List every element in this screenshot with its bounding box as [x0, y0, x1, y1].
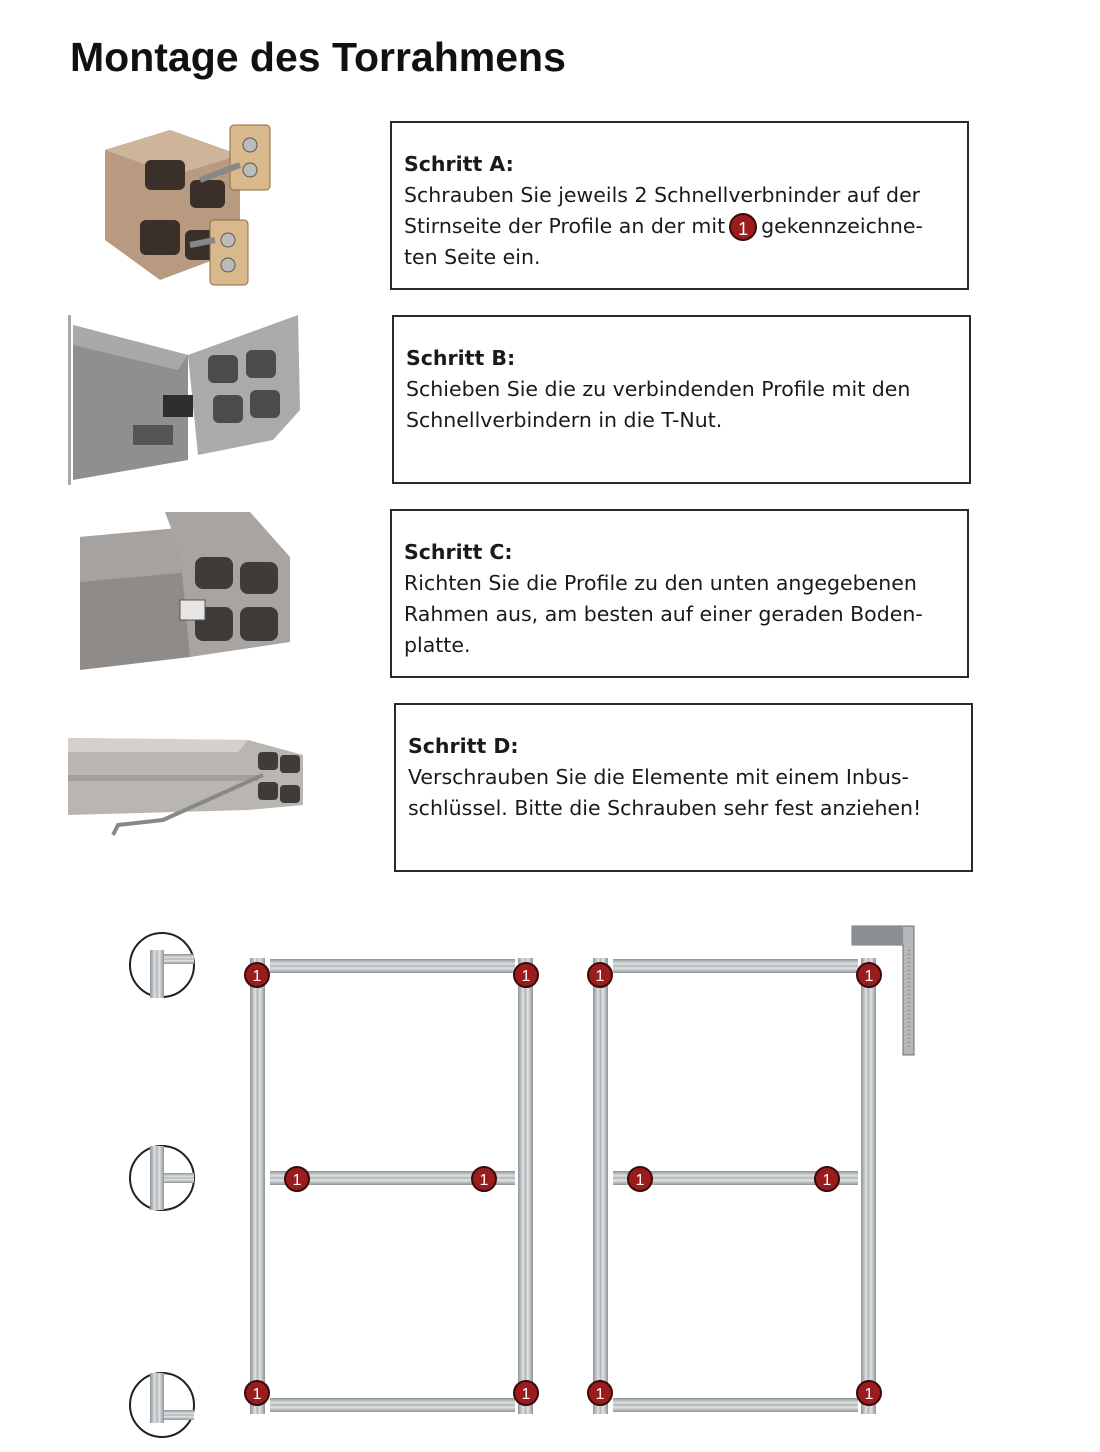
frame-diagram [0, 900, 1100, 1452]
step-c-box [390, 509, 969, 678]
svg-text:1: 1 [292, 1172, 302, 1189]
step-b-heading: Schritt B: [406, 346, 516, 370]
corner-detail-top-icon [130, 933, 194, 998]
svg-text:1: 1 [521, 968, 531, 985]
step-d-box [394, 703, 973, 872]
step-b-photo [68, 315, 303, 485]
svg-text:1: 1 [864, 968, 874, 985]
marker-1-icon [245, 1381, 269, 1405]
marker-1-icon [245, 963, 269, 987]
step-d-heading: Schritt D: [408, 734, 519, 758]
step-a-text-before: Schrauben Sie jeweils 2 Schnellverbninder auf der Stirnseite der Profile an der mit [404, 183, 921, 238]
marker-1-icon [815, 1167, 839, 1191]
step-d-photo [68, 730, 308, 840]
svg-text:1: 1 [595, 1386, 605, 1403]
step-a-photo [100, 120, 280, 292]
marker-badge-icon: 1 [729, 213, 757, 241]
step-c-heading: Schritt C: [404, 540, 513, 564]
marker-1-icon [514, 1381, 538, 1405]
page-title: Montage des Torrahmens [70, 34, 566, 80]
step-a-text [404, 180, 955, 273]
marker-1-icon [514, 963, 538, 987]
marker-1-icon [285, 1167, 309, 1191]
svg-text:1: 1 [521, 1386, 531, 1403]
svg-text:1: 1 [822, 1172, 832, 1189]
step-b-box [392, 315, 971, 484]
svg-text:1: 1 [479, 1172, 489, 1189]
step-a-box [390, 121, 969, 290]
step-a-heading: Schritt A: [404, 152, 514, 176]
tee-detail-middle-icon [130, 1146, 194, 1210]
marker-1-icon [588, 963, 612, 987]
corner-detail-bottom-icon [130, 1373, 194, 1437]
svg-text:1: 1 [635, 1172, 645, 1189]
svg-text:1: 1 [252, 968, 262, 985]
step-a-text-after: gekennzeichne-ten Seite ein. [404, 214, 923, 269]
svg-text:1: 1 [595, 968, 605, 985]
marker-1-icon [628, 1167, 652, 1191]
step-d-text: Verschrauben Sie die Elemente mit einem Inbus-schlüssel. Bitte die Schrauben sehr fest anziehen! [408, 765, 922, 820]
marker-1-icon [857, 1381, 881, 1405]
step-c-text: Richten Sie die Profile zu den unten angegebenen Rahmen aus, am besten auf einer geraden Boden-platte. [404, 571, 923, 657]
step-b-text: Schieben Sie die zu verbindenden Profile mit den Schnellverbindern in die T-Nut. [406, 377, 911, 432]
marker-1-icon [857, 963, 881, 987]
svg-text:1: 1 [252, 1386, 262, 1403]
svg-text:1: 1 [864, 1386, 874, 1403]
marker-1-icon [472, 1167, 496, 1191]
step-c-photo [80, 512, 295, 672]
marker-1-icon [588, 1381, 612, 1405]
